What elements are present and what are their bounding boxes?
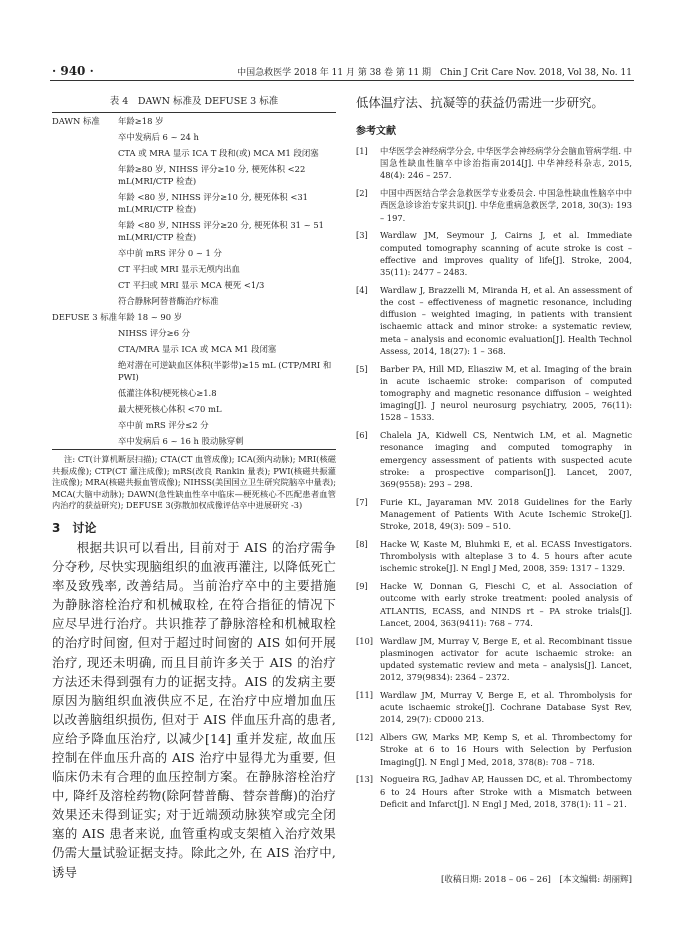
criteria-group-label: DAWN 标准 [52,116,100,126]
criteria-item: 符合静脉阿替普酶治疗标准 [118,296,219,306]
reference-number: [9] [356,581,368,592]
criteria-item: 卒中前 mRS 评分≤2 分 [118,420,209,430]
criteria-item: CT 平扫或 MRI 显示无颅内出血 [118,264,240,274]
reference-number: [8] [356,539,368,550]
reference-text: Barber PA, Hill MD, Eliasziw M, et al. Imaging of the brain in acute ischaemic stroke: comparison of computed tomography and magnetic resonance diffusion – weighted imaging[J]. J neurol neurosurg psychiatry, 2005, 76(11): 1528 – 1533. [380,363,632,423]
reference-number: [7] [356,496,368,507]
reference-item [356,773,632,810]
criteria-group-label: DEFUSE 3 标准 [52,312,117,322]
reference-text: Wardlaw JM, Murray V, Berge E, et al. Recombinant tissue plasminogen activator for acute ischaemic stroke: an updated systematic review and meta – analysis[J]. Lancet, 2012, 379(9834): 2364 – 2372. [380,635,632,683]
reference-number: [2] [356,188,368,199]
reference-item [356,363,632,424]
criteria-group [52,309,336,449]
reference-item [356,284,632,357]
criteria-item: 年龄≥18 岁 [118,116,164,126]
journal-header: 中国急救医学 2018 年 11 月 第 38 卷 第 11 期 Chin J Crit Care Nov. 2018, Vol 38, No. 11 [237,68,632,78]
reference-number: [10] [356,635,374,646]
criteria-item: 年龄≥80 岁, NIHSS 评分≥10 分, 梗死体积 <22 mL(MRI/CTP 检查) [118,164,306,186]
reference-item [356,429,632,490]
criteria-item: 年龄 <80 岁, NIHSS 评分≥20 分, 梗死体积 31 ~ 51 mL(MRI/CTP 检查) [118,220,324,242]
reference-item [356,580,632,629]
section-title: 3 讨论 [52,520,97,535]
criteria-item: 卒中发病后 6 ~ 16 h 股动脉穿刺 [118,436,244,446]
reference-text: Nogueira RG, Jadhav AP, Haussen DC, et al. Thrombectomy 6 to 24 Hours after Stroke with a Mismatch between Deficit and Infarct[J]. N Engl J Med, 2018, 378(1): 11 – 21. [380,774,632,809]
table-title: 表 4 DAWN 标准及 DEFUSE 3 标准 [109,96,279,107]
criteria-items [118,113,336,309]
criteria-item: 年龄 <80 岁, NIHSS 评分≥10 分, 梗死体积 <31 mL(MRI/CTP 检查) [118,192,308,214]
page-number: · 940 · [52,64,94,78]
table-note: 注: CT(计算机断层扫描); CTA(CT 血管成像); ICA(颈内动脉); MRI(核磁共振成像); CTP(CT 灌注成像); mRS(改良 Rankin 量表); PWI(核磁共振灌注成像); MRA(核磁共振血管成像); NIHSS(美国国立卫生研究院脑卒中量表); MCA(大脑中动脉); DAWN(急性缺血性卒中临床—梗死核心不匹配患者血管内治疗的获益研究); DEFUSE 3(弥散加权成像评估卒中进展研究 -3) [52,454,336,511]
criteria-item: CTA 或 MRA 显示 ICA T 段和(或) MCA M1 段闭塞 [118,148,319,158]
reference-text: Hacke W, Kaste M, Bluhmki E, et al. ECASS Investigators. Thrombolysis with alteplase 3 to 4. 5 hours after acute ischemic stroke[J]. N Engl J Med, 2008, 359: 1317 – 1329. [380,539,632,574]
header-rule [50,80,634,81]
table-bottom-rule [52,449,336,450]
reference-number: [4] [356,284,368,295]
criteria-item: 低灌注体积/梗死核心≥1.8 [118,388,217,398]
discussion-paragraph: 根据共识可以看出, 目前对于 AIS 的治疗需争分夺秒, 尽快实现脑组织的血液再灌注, 以降低死亡率及致残率, 改善结局。当前治疗卒中的主要措施为静脉溶栓治疗和机械取栓, 在符合指征的情况下应尽早进行治疗。共识推荐了静脉溶栓和机械取栓的治疗时间窗, 但对于超过时间窗的 AIS 如何开展治疗, 现还未明确, 而且目前许多关于 AIS 的治疗方法还未得到强有力的证据支持。AIS 的发病主要原因为脑组织血液供应不足, 在治疗中应增加血压以改善脑组织损伤, 但对于 AIS 伴血压升高的患者, 应给予降血压治疗, 以减少[14] 重并发症, 故血压控制在伴血压升高的 AIS 治疗中显得尤为重要, 但临床仍未有合理的血压控制方案。在静脉溶栓治疗中, 降纤及溶栓药物(除阿替普酶、替奈普酶)的治疗效果还未得到证实; 对于近端颈动脉狭窄或完全闭塞的 AIS 患者来说, 血管重构或支架植入治疗效果仍需大量试验证据支持。除此之外, 在 AIS 治疗中, 诱导 [52,539,336,880]
reference-item [356,229,632,278]
criteria-items [118,309,336,449]
criteria-item: 卒中发病后 6 ~ 24 h [118,132,199,142]
criteria-item: CT 平扫或 MRI 显示 MCA 梗死 <1/3 [118,280,265,290]
reference-item [356,187,632,224]
reference-text: Wardlaw JM, Murray V, Berge E, et al. Thrombolysis for acute ischaemic stroke[J]. Cochrane Database Syst Rev, 2014, 29(7): CD000 213. [380,690,632,725]
reference-number: [1] [356,146,368,156]
left-column [52,93,336,882]
reference-text: Furie KL, Jayaraman MV. 2018 Guidelines for the Early Management of Patients With Acute Ischemic Stroke[J]. Stroke, 2018, 49(3): 509 – 510. [380,496,632,532]
reference-text: Wardlaw JM, Seymour J, Cairns J, et al. Immediate computed tomography scanning of acute stroke is cost – effective and improves quality of life[J]. Stroke, 2004, 35(11): 2477 – 2483. [380,230,632,278]
criteria-group [52,113,336,309]
reference-text: 中华医学会神经病学分会, 中华医学会神经病学分会脑血管病学组. 中国急性缺血性脑卒中诊治指南2014[J]. 中华神经科杂志, 2015, 48(4): 246 – 257. [380,146,632,181]
reference-list [356,145,632,810]
reference-number: [13] [356,774,374,785]
reference-text: Albers GW, Marks MP, Kemp S, et al. Thrombectomy for Stroke at 6 to 16 Hours with Selection by Perfusion Imaging[J]. N Engl J Med, 2018, 378(8): 708 – 718. [380,732,632,767]
reference-item [356,689,632,726]
criteria-item: 绝对潜在可逆缺血区体积(半影带)≥15 mL (CTP/MRI 和 PWI) [118,360,332,382]
reference-item [356,496,632,533]
reference-text: Chalela JA, Kidwell CS, Nentwich LM, et al. Magnetic resonance imaging and computed tomography in emergency assessment of patients with suspected acute stroke: a prospective comparison[J]. Lancet, 2007, 369(9558): 293 – 298. [380,430,632,490]
reference-number: [12] [356,732,374,743]
right-column [356,93,632,816]
reference-number: [5] [356,363,368,374]
footer-note: [收稿日期: 2018 – 06 – 26] [本文编辑: 胡丽辉] [440,875,632,885]
reference-item [356,731,632,768]
reference-text: 中国中西医结合学会急救医学专业委员会. 中国急性缺血性脑卒中中西医急诊诊治专家共识[J]. 中华危重病急救医学, 2018, 30(3): 193 – 197. [380,188,632,223]
criteria-item: 最大梗死核心体积 <70 mL [118,404,222,414]
criteria-item: NIHSS 评分≥6 分 [118,328,191,338]
reference-item [356,635,632,684]
references-title: 参考文献 [356,126,396,137]
reference-number: [3] [356,230,368,241]
continuation-text: 低体温疗法、抗凝等的获益仍需进一步研究。 [356,95,604,110]
reference-item [356,538,632,575]
reference-number: [11] [356,690,374,701]
criteria-item: 年龄 18 ~ 90 岁 [118,312,183,322]
criteria-item: CTA/MRA 显示 ICA 或 MCA M1 段闭塞 [118,344,277,354]
reference-item [356,145,632,182]
criteria-table [52,113,336,449]
reference-number: [6] [356,430,368,441]
reference-text: Hacke W, Donnan G, Fieschi C, et al. Association of outcome with early stroke treatment: pooled analysis of ATLANTIS, ECASS, and NINDS rt – PA stroke trials[J]. Lancet, 2004, 363(9411): 768 – 774. [380,581,632,628]
criteria-item: 卒中前 mRS 评分 0 ~ 1 分 [118,248,222,258]
reference-text: Wardlaw J, Brazzelli M, Miranda H, et al. An assessment of the cost – effectiveness of magnetic resonance, including diffusion – weighted imaging, in patients with transient ischaemic attack and minor stroke: a systematic review, meta – analysis and economic evaluation[J]. Health Technol Assess, 2014, 18(27): 1 – 368. [380,284,632,356]
